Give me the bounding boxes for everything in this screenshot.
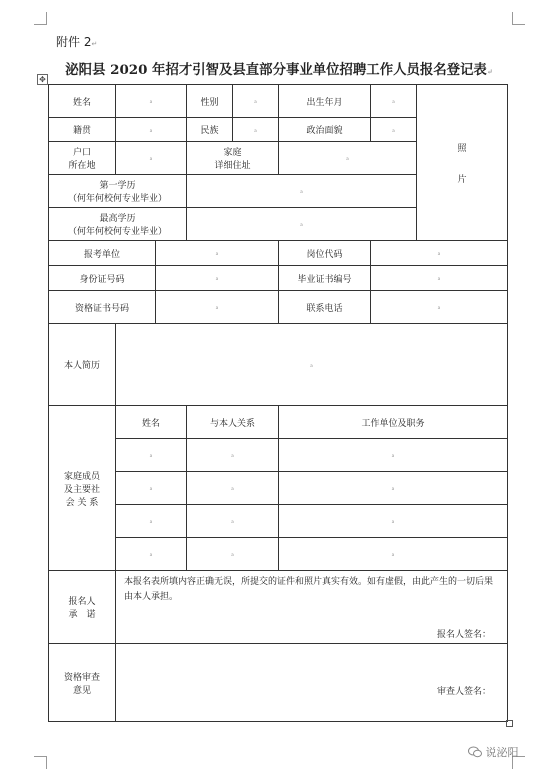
page-corner-mark — [34, 756, 47, 769]
ethnicity-value[interactable]: ₐ — [233, 118, 279, 142]
family-members-label: 家庭成员 及主要社 会 关 系 — [49, 406, 116, 571]
page-corner-mark — [512, 12, 525, 25]
birth-value[interactable]: ₐ — [371, 85, 417, 118]
family-relation-cell[interactable]: ₐ — [187, 505, 279, 538]
family-work-header: 工作单位及职务 — [279, 406, 508, 439]
political-status-value[interactable]: ₐ — [371, 118, 417, 142]
family-name-header: 姓名 — [116, 406, 187, 439]
family-name-cell[interactable]: ₐ — [116, 439, 187, 472]
phone-value[interactable]: ₐ — [371, 291, 508, 324]
apply-unit-value[interactable]: ₐ — [156, 241, 279, 266]
attachment-label: 附件 2↵ — [56, 35, 98, 49]
applicant-promise-label: 报名人 承 诺 — [49, 571, 116, 644]
resume-label: 本人简历 — [49, 324, 116, 406]
position-code-value[interactable]: ₐ — [371, 241, 508, 266]
photo-area[interactable]: 照 片 — [417, 85, 508, 241]
native-place-value[interactable]: ₐ — [116, 118, 187, 142]
family-relation-header: 与本人关系 — [187, 406, 279, 439]
qualification-number-label: 资格证书号码 — [49, 291, 156, 324]
form-title: 泌阳县 2020 年招才引智及县直部分事业单位招聘工作人员报名登记表↵ — [65, 62, 493, 78]
home-address-value[interactable]: ₐ — [279, 142, 417, 175]
family-work-cell[interactable]: ₐ — [279, 538, 508, 571]
qualification-number-value[interactable]: ₐ — [156, 291, 279, 324]
home-address-label: 家庭 详细住址 — [187, 142, 279, 175]
applicant-promise-cell[interactable] — [116, 571, 508, 644]
family-relation-cell[interactable]: ₐ — [187, 439, 279, 472]
diploma-number-label: 毕业证书编号 — [279, 266, 371, 291]
reviewer-signature-label: 审查人签名： — [437, 687, 492, 697]
page-corner-mark — [34, 12, 47, 25]
id-number-value[interactable]: ₐ — [156, 266, 279, 291]
wechat-icon — [468, 746, 486, 759]
highest-education-value[interactable]: ₐ — [187, 208, 417, 241]
family-relation-cell[interactable]: ₐ — [187, 538, 279, 571]
phone-label: 联系电话 — [279, 291, 371, 324]
qualification-review-label: 资格审查 意见 — [49, 644, 116, 722]
diploma-number-value[interactable]: ₐ — [371, 266, 508, 291]
name-label: 姓名 — [49, 85, 116, 118]
id-number-label: 身份证号码 — [49, 266, 156, 291]
political-status-label: 政治面貌 — [279, 118, 371, 142]
family-relation-cell[interactable]: ₐ — [187, 472, 279, 505]
table-move-handle-icon[interactable]: ✥ — [37, 74, 48, 85]
family-name-cell[interactable]: ₐ — [116, 505, 187, 538]
family-work-cell[interactable]: ₐ — [279, 505, 508, 538]
hukou-value[interactable]: ₐ — [116, 142, 187, 175]
family-name-cell[interactable]: ₐ — [116, 538, 187, 571]
watermark: 说泌阳 — [468, 744, 519, 760]
position-code-label: 岗位代码 — [279, 241, 371, 266]
family-work-cell[interactable]: ₐ — [279, 472, 508, 505]
registration-form-table — [48, 84, 508, 722]
family-name-cell[interactable]: ₐ — [116, 472, 187, 505]
first-education-value[interactable]: ₐ — [187, 175, 417, 208]
promise-text: 本报名表所填内容正确无误，所提交的证件和照片真实有效。如有虚假，由此产生的一切后果由本人承担。 — [124, 577, 494, 602]
highest-education-label: 最高学历 （何年何校何专业毕业） — [49, 208, 187, 241]
native-place-label: 籍贯 — [49, 118, 116, 142]
gender-label: 性别 — [187, 85, 233, 118]
apply-unit-label: 报考单位 — [49, 241, 156, 266]
table-resize-handle-icon[interactable] — [506, 720, 513, 727]
birth-label: 出生年月 — [279, 85, 371, 118]
qualification-review-cell[interactable] — [116, 644, 508, 722]
resume-value[interactable]: ₐ — [116, 324, 508, 406]
hukou-label: 户口 所在地 — [49, 142, 116, 175]
family-work-cell[interactable]: ₐ — [279, 439, 508, 472]
ethnicity-label: 民族 — [187, 118, 233, 142]
applicant-signature-label: 报名人签名： — [437, 630, 492, 640]
name-value[interactable]: ₐ — [116, 85, 187, 118]
first-education-label: 第一学历 （何年何校何专业毕业） — [49, 175, 187, 208]
gender-value[interactable]: ₐ — [233, 85, 279, 118]
